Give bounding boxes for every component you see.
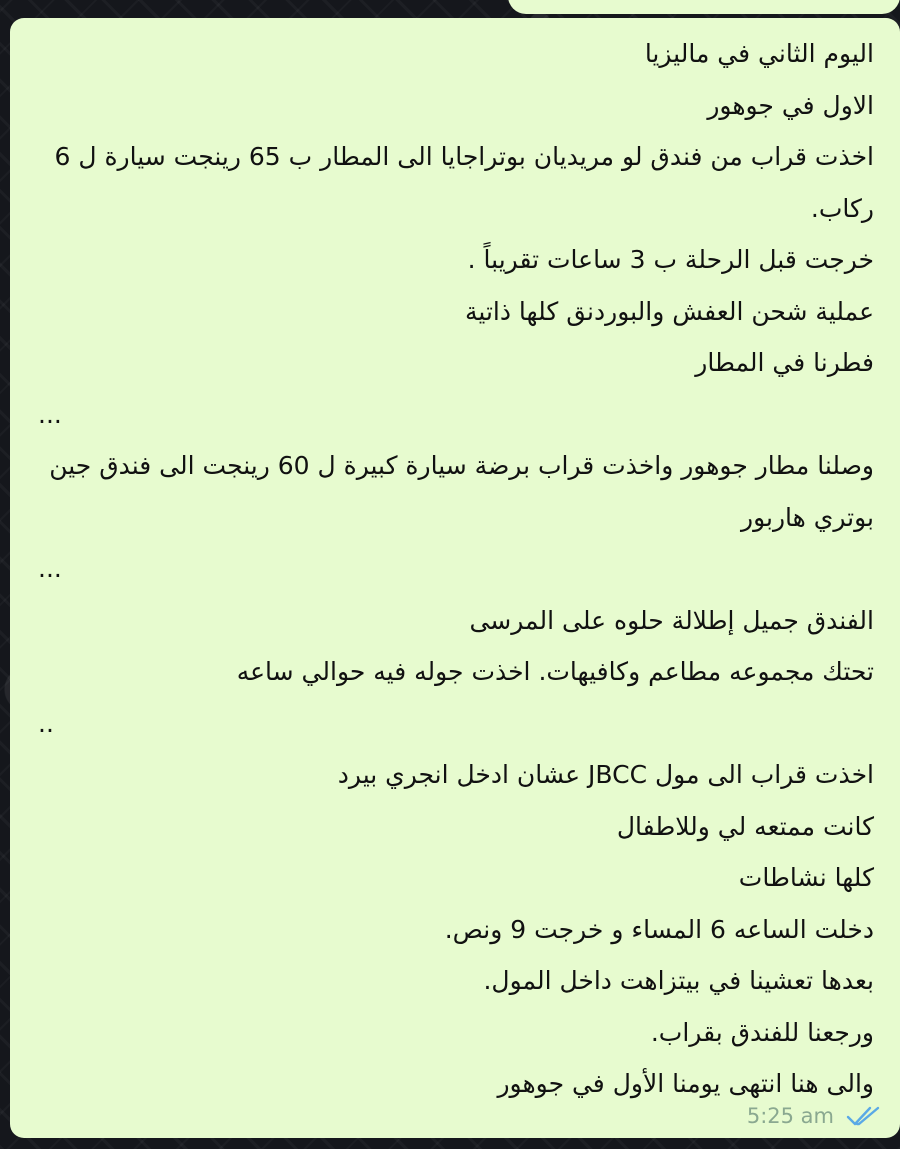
message-text xyxy=(38,28,874,1110)
message-line: كانت ممتعه لي وللاطفال xyxy=(616,811,874,841)
message-line: اخذت قراب من فندق لو مريديان بوتراجايا الى المطار ب 65 رينجت سيارة ل 6 ركاب. xyxy=(54,142,874,223)
message-line: فطرنا في المطار xyxy=(695,348,874,377)
message-separator: ... xyxy=(38,554,62,583)
message-line: دخلت الساعه 6 المساء و خرجت 9 ونص. xyxy=(444,914,874,944)
message-meta xyxy=(747,1104,880,1128)
message-line: اليوم الثاني في ماليزيا xyxy=(644,39,874,68)
message-line: والى هنا انتهى يومنا الأول في جوهور xyxy=(497,1069,874,1098)
message-line: ورجعنا للفندق بقراب. xyxy=(650,1017,874,1047)
message-time: 5:25 am xyxy=(746,1104,834,1128)
message-line: وصلنا مطار جوهور واخذت قراب برضة سيارة كبيرة ل 60 رينجت الى فندق جين بوتري هاربور xyxy=(49,451,874,532)
message-line: كلها نشاطات xyxy=(738,863,874,892)
message-separator: .. xyxy=(38,708,54,738)
double-check-icon xyxy=(846,1105,880,1127)
message-line: اخذت قراب الى مول JBCC عشان ادخل انجري بيرد xyxy=(337,760,874,789)
message-line: خرجت قبل الرحلة ب 3 ساعات تقريباً . xyxy=(467,245,874,274)
message-line: بعدها تعشينا في بيتزاهت داخل المول. xyxy=(483,966,874,995)
message-line: تحتك مجموعه مطاعم وكافيهات. اخذت جوله فيه حوالي ساعه xyxy=(236,657,874,686)
message-line: الاول في جوهور xyxy=(707,90,874,120)
message-separator: ... xyxy=(38,399,62,429)
message-line: الفندق جميل إطلالة حلوه على المرسى xyxy=(469,605,874,635)
message-bubble[interactable] xyxy=(10,18,900,1138)
previous-message-bubble[interactable] xyxy=(508,0,900,14)
message-line: عملية شحن العفش والبوردنق كلها ذاتية xyxy=(465,296,874,326)
